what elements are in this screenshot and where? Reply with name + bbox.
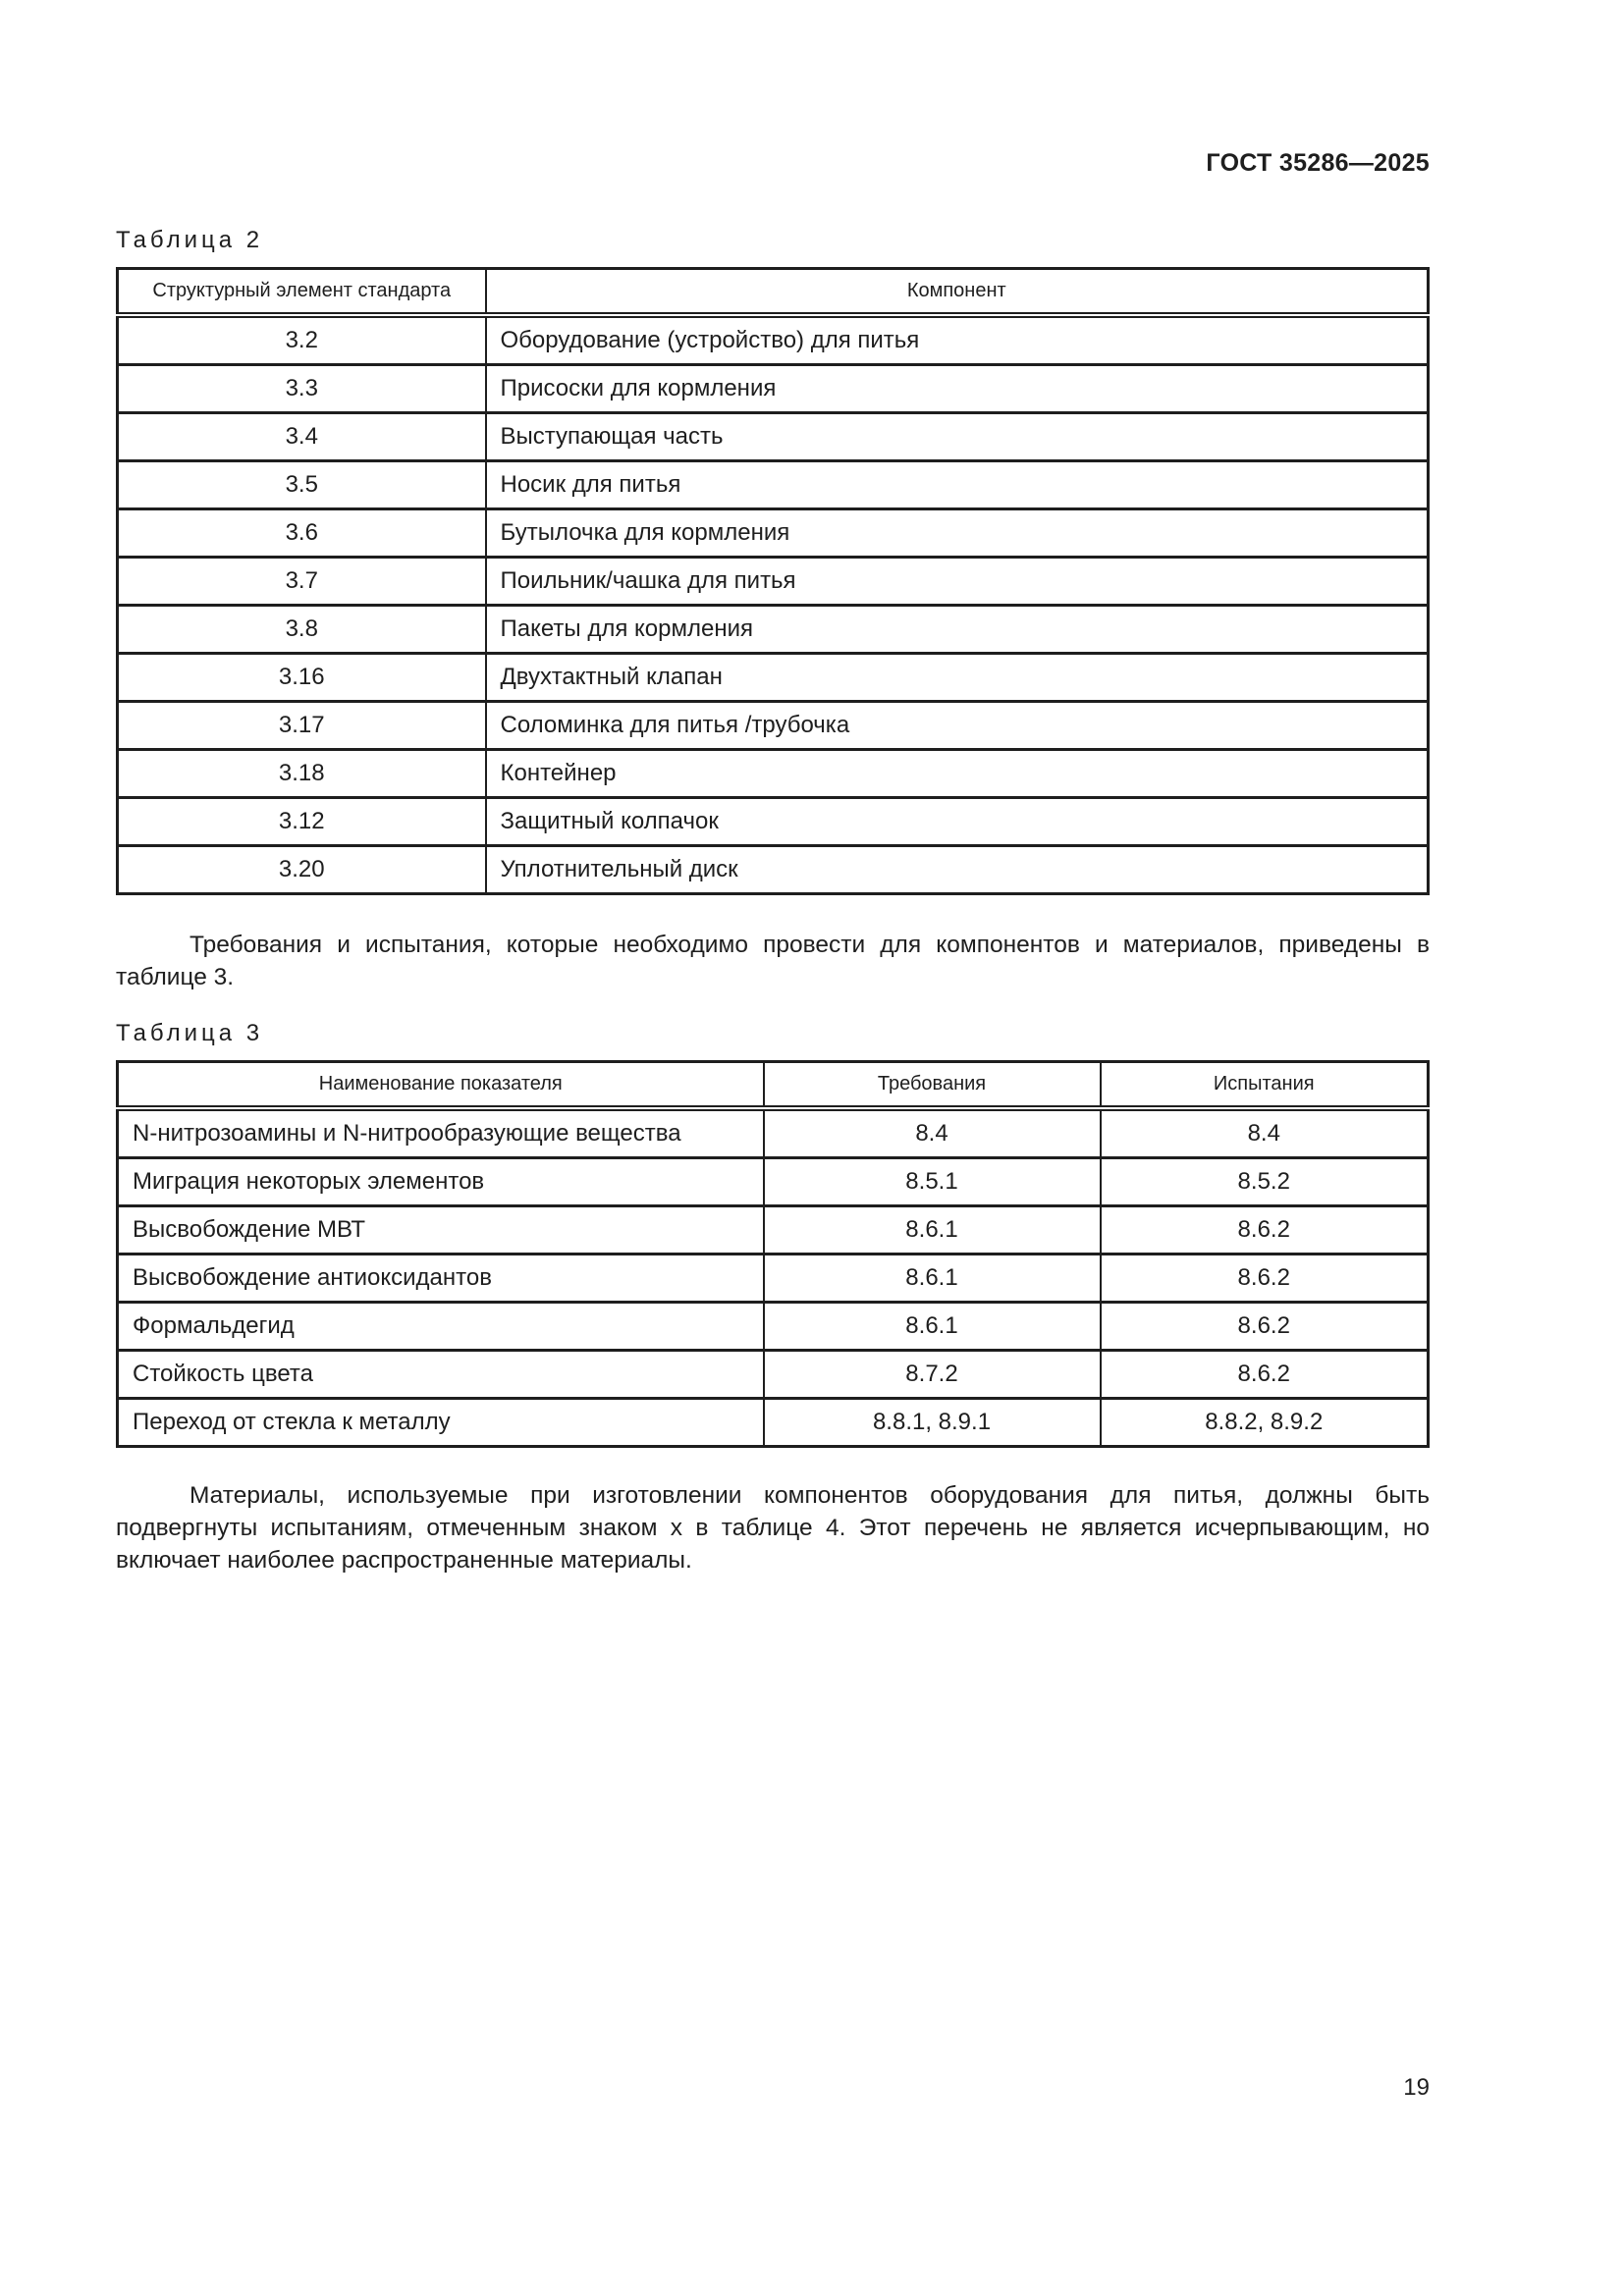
table-row <box>118 1399 1429 1447</box>
cell-tests: 8.6.2 <box>1101 1303 1429 1351</box>
cell-indicator: Формальдегид <box>118 1303 764 1351</box>
table-row <box>118 413 1429 461</box>
table-row <box>118 558 1429 606</box>
cell-element: 3.12 <box>118 798 486 846</box>
cell-tests: 8.6.2 <box>1101 1255 1429 1303</box>
cell-requirements: 8.8.1, 8.9.1 <box>764 1399 1101 1447</box>
cell-component: Поильник/чашка для питья <box>486 558 1429 606</box>
cell-component: Защитный колпачок <box>486 798 1429 846</box>
cell-indicator: Высвобождение антиоксидантов <box>118 1255 764 1303</box>
table-row <box>118 1351 1429 1399</box>
cell-component: Уплотнительный диск <box>486 846 1429 894</box>
table-row <box>118 1255 1429 1303</box>
table-row <box>118 702 1429 750</box>
column-header: Наименование показателя <box>118 1062 764 1109</box>
cell-element: 3.6 <box>118 509 486 558</box>
cell-indicator: Высвобождение МВТ <box>118 1206 764 1255</box>
cell-component: Бутылочка для кормления <box>486 509 1429 558</box>
table-row <box>118 1206 1429 1255</box>
cell-element: 3.18 <box>118 750 486 798</box>
table-row <box>118 654 1429 702</box>
cell-element: 3.7 <box>118 558 486 606</box>
cell-requirements: 8.5.1 <box>764 1158 1101 1206</box>
table-row <box>118 798 1429 846</box>
table-row <box>118 461 1429 509</box>
cell-element: 3.4 <box>118 413 486 461</box>
cell-element: 3.5 <box>118 461 486 509</box>
table-row <box>118 606 1429 654</box>
table-row <box>118 315 1429 365</box>
table-row <box>118 1158 1429 1206</box>
column-header: Требования <box>764 1062 1101 1109</box>
cell-element: 3.2 <box>118 315 486 365</box>
cell-element: 3.3 <box>118 365 486 413</box>
cell-element: 3.20 <box>118 846 486 894</box>
column-header: Испытания <box>1101 1062 1429 1109</box>
cell-requirements: 8.7.2 <box>764 1351 1101 1399</box>
cell-element: 3.8 <box>118 606 486 654</box>
cell-tests: 8.4 <box>1101 1108 1429 1158</box>
cell-component: Присоски для кормления <box>486 365 1429 413</box>
cell-tests: 8.6.2 <box>1101 1206 1429 1255</box>
document-designation: ГОСТ 35286—2025 <box>1206 149 1430 177</box>
cell-component: Соломинка для питья /трубочка <box>486 702 1429 750</box>
cell-element: 3.17 <box>118 702 486 750</box>
cell-tests: 8.6.2 <box>1101 1351 1429 1399</box>
cell-component: Пакеты для кормления <box>486 606 1429 654</box>
table-row <box>118 846 1429 894</box>
cell-requirements: 8.6.1 <box>764 1255 1101 1303</box>
table-3 <box>116 1060 1430 1448</box>
column-header: Компонент <box>486 269 1429 316</box>
table-row <box>118 1303 1429 1351</box>
cell-requirements: 8.4 <box>764 1108 1101 1158</box>
cell-tests: 8.8.2, 8.9.2 <box>1101 1399 1429 1447</box>
table-header-row <box>118 1062 1429 1109</box>
table-2 <box>116 267 1430 895</box>
cell-indicator: Стойкость цвета <box>118 1351 764 1399</box>
cell-requirements: 8.6.1 <box>764 1206 1101 1255</box>
cell-indicator: N-нитрозоамины и N-нитрообразующие вещества <box>118 1108 764 1158</box>
table-row <box>118 365 1429 413</box>
cell-indicator: Переход от стекла к металлу <box>118 1399 764 1447</box>
cell-component: Двухтактный клапан <box>486 654 1429 702</box>
cell-component: Оборудование (устройство) для питья <box>486 315 1429 365</box>
paragraph-requirements: Требования и испытания, которые необходимо провести для компонентов и материалов, приведены в таблице 3. <box>116 932 1430 990</box>
cell-component: Носик для питья <box>486 461 1429 509</box>
table-row <box>118 750 1429 798</box>
cell-component: Выступающая часть <box>486 413 1429 461</box>
cell-element: 3.16 <box>118 654 486 702</box>
table-row <box>118 1108 1429 1158</box>
paragraph-materials: Материалы, используемые при изготовлении компонентов оборудования для питья, должны быть подвергнуты испытаниям, отмеченным знаком х в таблице 4. Этот перечень не является исчерпывающим, но включает наиболее распространенные материалы. <box>116 1482 1430 1574</box>
cell-indicator: Миграция некоторых элементов <box>118 1158 764 1206</box>
table-2-caption: Таблица 2 <box>116 227 264 253</box>
cell-requirements: 8.6.1 <box>764 1303 1101 1351</box>
table-3-caption: Таблица 3 <box>116 1020 264 1046</box>
cell-component: Контейнер <box>486 750 1429 798</box>
page-number: 19 <box>1403 2074 1430 2101</box>
table-row <box>118 509 1429 558</box>
table-header-row <box>118 269 1429 316</box>
cell-tests: 8.5.2 <box>1101 1158 1429 1206</box>
column-header: Структурный элемент стандарта <box>118 269 486 316</box>
